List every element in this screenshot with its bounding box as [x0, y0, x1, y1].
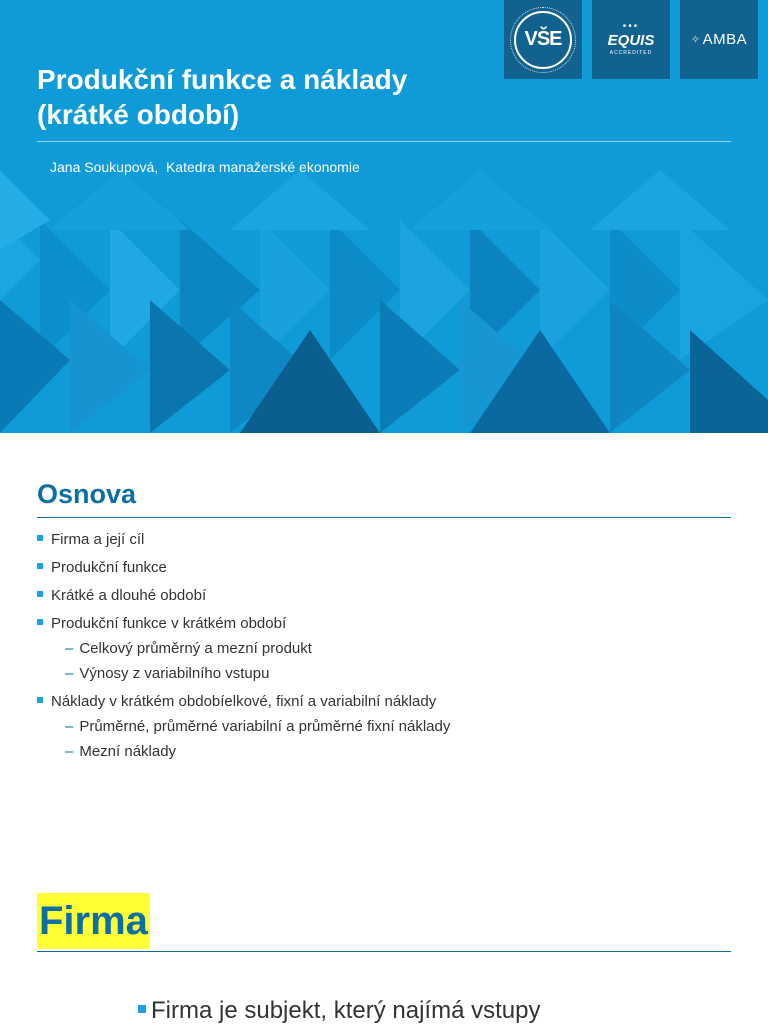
- outline-subitem: [65, 664, 731, 684]
- title-divider: [37, 141, 731, 142]
- outline-heading: Osnova: [37, 479, 137, 509]
- outline-slide: [0, 433, 768, 843]
- outline-subitem: [65, 639, 731, 659]
- outline-item-label: Náklady v krátkém obdobíelkové, fixní a variabilní náklady: [51, 693, 437, 710]
- outline-sublist: [65, 639, 731, 684]
- firma-bullet-text: Firma je subjekt, který najímá vstupy: [151, 997, 541, 1024]
- outline-item-label: Firma a její cíl: [51, 531, 145, 548]
- outline-list: [37, 530, 731, 770]
- equis-logo-text: EQUIS: [607, 32, 655, 49]
- dash-bullet-icon: –: [65, 743, 74, 760]
- title-line-1: Produkční funkce a náklady: [37, 64, 408, 95]
- outline-item-label: Produkční funkce v krátkém období: [51, 615, 287, 632]
- square-bullet-icon: [37, 563, 43, 569]
- outline-item: [37, 586, 731, 606]
- firma-slide: [0, 843, 768, 1024]
- amba-logo-text: AMBA: [702, 31, 748, 48]
- outline-item-label: Krátké a dlouhé období: [51, 587, 207, 604]
- author-line: Jana Soukupová, Katedra manažerské ekonomie: [50, 159, 360, 175]
- presentation-title: [37, 62, 477, 132]
- square-bullet-icon: [37, 697, 43, 703]
- outline-subitem-label: Mezní náklady: [79, 743, 177, 760]
- outline-item: [37, 692, 731, 762]
- equis-dots-icon: •••: [622, 21, 640, 32]
- outline-item-label: Produkční funkce: [51, 559, 167, 576]
- equis-logo: [592, 0, 670, 79]
- dash-bullet-icon: –: [65, 665, 74, 682]
- vse-logo: [504, 0, 582, 79]
- outline-sublist: [65, 717, 731, 762]
- outline-item: [37, 558, 731, 578]
- outline-item: [37, 530, 731, 550]
- amba-mark-icon: ✧: [690, 34, 701, 46]
- outline-item: [37, 614, 731, 684]
- firma-bullet: [138, 997, 540, 1024]
- outline-subitem-label: Průměrné, průměrné variabilní a průměrné fixní náklady: [79, 718, 451, 735]
- amba-logo: [680, 0, 758, 79]
- outline-subitem-label: Celkový průměrný a mezní produkt: [79, 640, 312, 657]
- outline-subitem: [65, 742, 731, 762]
- accreditation-logos: [504, 0, 758, 79]
- equis-logo-subtext: ACCREDITED: [609, 50, 653, 56]
- outline-divider: [37, 517, 731, 518]
- firma-divider: [37, 951, 731, 952]
- square-bullet-icon: [37, 591, 43, 597]
- square-bullet-icon: [138, 1005, 146, 1013]
- square-bullet-icon: [37, 619, 43, 625]
- dash-bullet-icon: –: [65, 640, 74, 657]
- outline-subitem-label: Výnosy z variabilního vstupu: [79, 665, 270, 682]
- title-slide: [0, 0, 768, 433]
- square-bullet-icon: [37, 535, 43, 541]
- title-line-2: (krátké období): [37, 99, 240, 130]
- vse-logo-text: VŠE: [514, 11, 572, 69]
- outline-subitem: [65, 717, 731, 737]
- firma-heading: Firma: [37, 893, 150, 949]
- dash-bullet-icon: –: [65, 718, 74, 735]
